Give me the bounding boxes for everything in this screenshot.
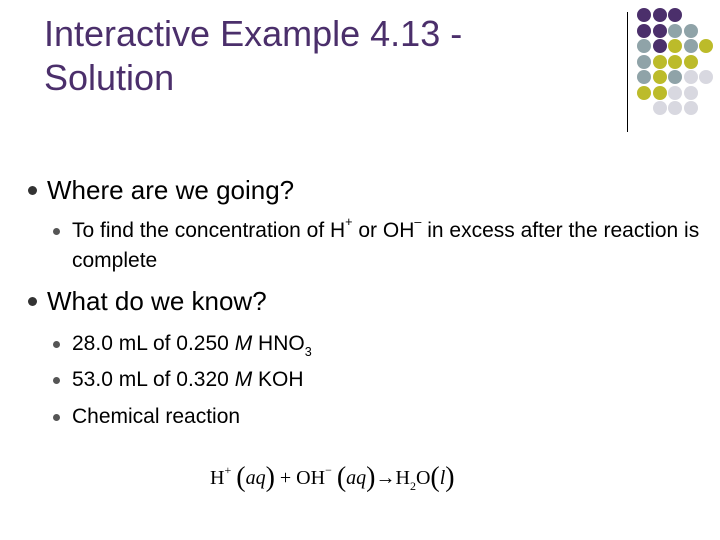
decorative-dot	[637, 39, 651, 53]
decorative-dot-grid	[637, 8, 717, 118]
decorative-dot	[637, 8, 651, 22]
decorative-dot	[653, 86, 667, 100]
sub-bullet-goal: To find the concentration of H+ or OH– in excess after the reaction is complete	[72, 215, 700, 272]
decorative-dot	[699, 70, 713, 84]
decorative-dot	[684, 39, 698, 53]
bullet-icon	[28, 186, 37, 195]
decorative-dot	[668, 8, 682, 22]
decorative-dot	[653, 55, 667, 69]
decorative-dot	[653, 24, 667, 38]
bullet-icon	[28, 297, 37, 306]
decorative-dot	[668, 70, 682, 84]
decorative-dot	[637, 70, 651, 84]
slide-title	[44, 12, 604, 100]
known-koh: 53.0 mL of 0.320 M KOH	[72, 368, 304, 391]
bullet-where-going: Where are we going?	[47, 175, 295, 205]
decorative-dot	[653, 70, 667, 84]
decorative-dot	[684, 24, 698, 38]
decorative-dot	[684, 101, 698, 115]
decorative-dot	[699, 39, 713, 53]
known-hno3: 28.0 mL of 0.250 M $HNO_3$	[72, 332, 312, 360]
decorative-dot	[668, 39, 682, 53]
title-line-1: Interactive Example 4.13 -	[44, 13, 463, 54]
sub-bullet-icon	[53, 414, 60, 421]
decorative-dot	[684, 70, 698, 84]
sub-bullet-icon	[53, 377, 60, 384]
decorative-dot	[637, 55, 651, 69]
known-reaction: Chemical reaction	[72, 405, 241, 428]
decorative-dot	[684, 86, 698, 100]
decorative-dot	[653, 39, 667, 53]
sub-bullet-icon	[53, 228, 60, 235]
decorative-dot	[668, 86, 682, 100]
decorative-divider	[627, 12, 628, 132]
decorative-dot	[668, 24, 682, 38]
decorative-dot	[653, 8, 667, 22]
decorative-dot	[653, 101, 667, 115]
decorative-dot	[668, 55, 682, 69]
reaction-arrow-icon: →	[375, 467, 396, 489]
sub-bullet-icon	[53, 341, 60, 348]
chemical-equation: H+ (aq) + OH− $(aq)\to H_2O(l)$	[210, 462, 455, 494]
bullet-what-know: What do we know?	[47, 286, 267, 316]
decorative-dot	[637, 24, 651, 38]
decorative-dot	[668, 101, 682, 115]
title-line-2: Solution	[44, 57, 175, 98]
decorative-dot	[637, 86, 651, 100]
decorative-dot	[684, 55, 698, 69]
